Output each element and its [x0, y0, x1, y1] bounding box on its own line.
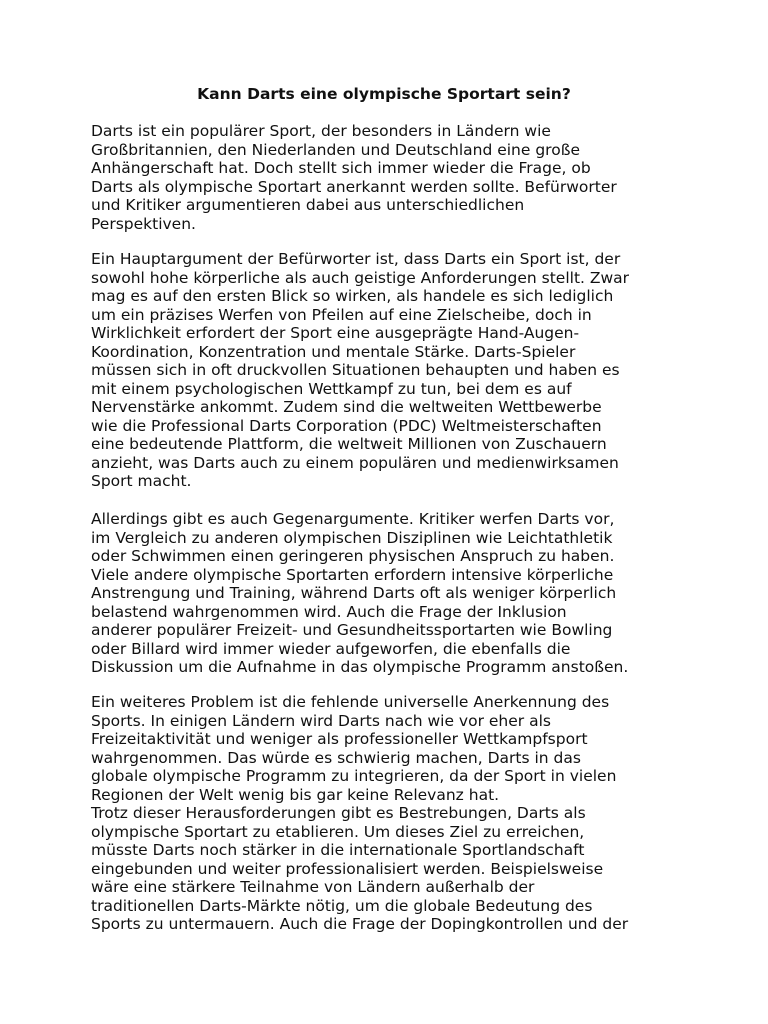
text-line: Darts ist ein populärer Sport, der besonders in Ländern wie	[91, 122, 551, 140]
text-line: anderer populärer Freizeit- und Gesundheitssportarten wie Bowling	[91, 621, 613, 639]
text-line: wäre eine stärkere Teilnahme von Ländern außerhalb der	[91, 878, 535, 896]
text-line: Koordination, Konzentration und mentale Stärke. Darts-Spieler	[91, 342, 576, 361]
text-line: globale olympische Programm zu integrieren, da der Sport in vielen	[91, 767, 617, 785]
text-line: belastend wahrgenommen wird. Auch die Frage der Inklusion	[91, 602, 567, 621]
text-line: eine bedeutende Plattform, die weltweit Millionen von Zuschauern	[91, 435, 607, 453]
text-line: Anstrengung und Training, während Darts oft als weniger körperlich	[91, 584, 617, 602]
text-line: traditionellen Darts-Märkte nötig, um die globale Bedeutung des	[91, 896, 593, 915]
text-line: im Vergleich zu anderen olympischen Disziplinen wie Leichtathletik	[91, 528, 613, 547]
text-line: anzieht, was Darts auch zu einem populären und medienwirksamen	[91, 453, 619, 472]
paragraph-2	[91, 250, 629, 491]
text-line: olympische Sportart zu etablieren. Um dieses Ziel zu erreichen,	[91, 822, 585, 841]
text-line: Sport macht.	[91, 472, 192, 490]
text-line: wie die Professional Darts Corporation (PDC) Weltmeisterschaften	[91, 416, 602, 435]
paragraph-4	[91, 693, 628, 934]
text-line: Großbritannien, den Niederlanden und Deutschland eine große	[91, 140, 580, 159]
text-line: Allerdings gibt es auch Gegenargumente. Kritiker werfen Darts vor,	[91, 510, 615, 528]
text-line: Freizeitaktivität und weniger als professioneller Wettkampfsport	[91, 730, 588, 748]
text-line: Sports. In einigen Ländern wird Darts nach wie vor eher als	[91, 711, 551, 730]
paragraph-3	[91, 510, 628, 677]
text-line: Wirklichkeit erfordert der Sport eine ausgeprägte Hand-Augen-	[91, 324, 580, 342]
text-line: Trotz dieser Herausforderungen gibt es Bestrebungen, Darts als	[91, 804, 586, 822]
text-line: Sports zu untermauern. Auch die Frage der Dopingkontrollen und der	[91, 915, 629, 933]
text-line: müsste Darts noch stärker in die internationale Sportlandschaft	[91, 841, 585, 859]
text-line: mit einem psychologischen Wettkampf zu tun, bei dem es auf	[91, 379, 572, 398]
text-line: oder Billard wird immer wieder aufgeworfen, die ebenfalls die	[91, 639, 571, 658]
text-line: wahrgenommen. Das würde es schwierig machen, Darts in das	[91, 748, 581, 767]
text-line: eingebunden und weiter professionalisiert werden. Beispielsweise	[91, 859, 604, 878]
text-line: Nervenstärke ankommt. Zudem sind die weltweiten Wettbewerbe	[91, 398, 602, 416]
text-line: Anhängerschaft hat. Doch stellt sich immer wieder die Frage, ob	[91, 159, 591, 177]
text-line: sowohl hohe körperliche als auch geistige Anforderungen stellt. Zwar	[91, 268, 630, 287]
text-line: und Kritiker argumentieren dabei aus unterschiedlichen	[91, 196, 525, 214]
text-line: Ein weiteres Problem ist die fehlende universelle Anerkennung des	[91, 693, 610, 711]
paragraph-1	[91, 122, 617, 233]
text-line: Perspektiven.	[91, 214, 196, 233]
text-line: um ein präzises Werfen von Pfeilen auf eine Zielscheibe, doch in	[91, 305, 592, 324]
text-line: Viele andere olympische Sportarten erfordern intensive körperliche	[91, 565, 614, 584]
text-line: Ein Hauptargument der Befürworter ist, dass Darts ein Sport ist, der	[91, 250, 621, 268]
text-line: Darts als olympische Sportart anerkannt werden sollte. Befürworter	[91, 177, 617, 196]
text-line: Diskussion um die Aufnahme in das olympische Programm anstoßen.	[91, 658, 629, 676]
document-title: Kann Darts eine olympische Sportart sein?	[197, 85, 571, 103]
text-line: Regionen der Welt wenig bis gar keine Relevanz hat.	[91, 785, 500, 804]
text-line: müssen sich in oft druckvollen Situationen behaupten und haben es	[91, 361, 620, 379]
text-line: oder Schwimmen einen geringeren physischen Anspruch zu haben.	[91, 547, 615, 565]
text-line: mag es auf den ersten Blick so wirken, als handele es sich lediglich	[91, 287, 614, 305]
